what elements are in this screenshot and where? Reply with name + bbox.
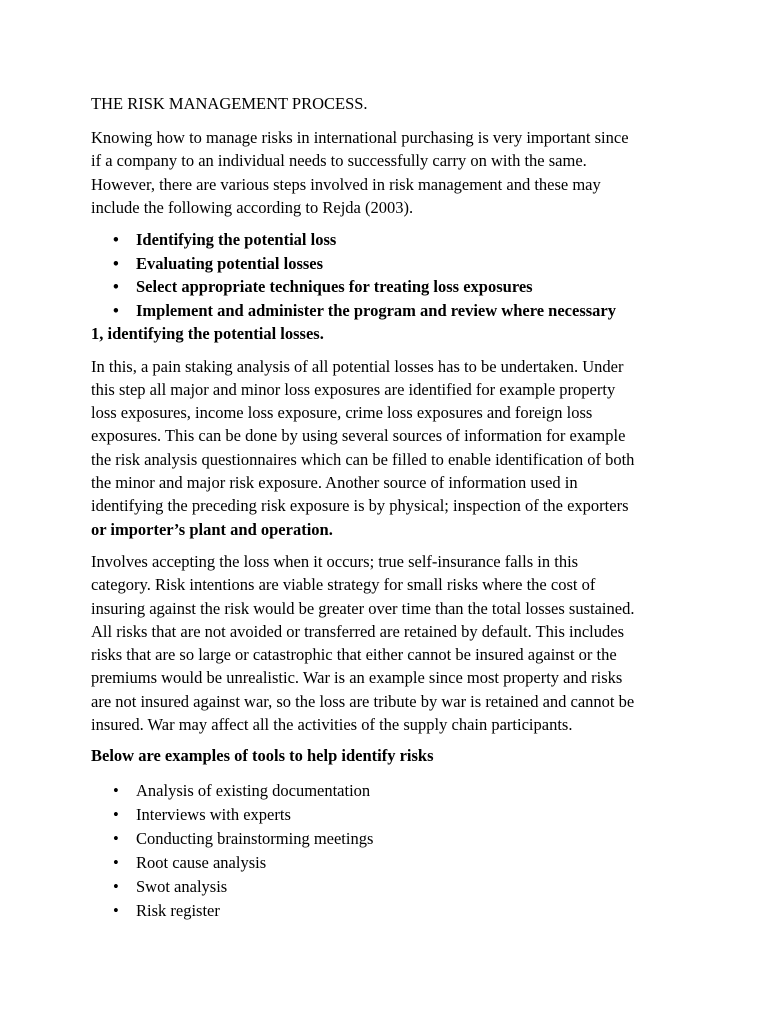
bullet-icon: • — [113, 900, 119, 920]
risk-steps-list — [91, 228, 681, 322]
bullet-icon: • — [113, 853, 119, 873]
paragraph-line: identifying the preceding risk exposure is by physical; inspection of the exporters — [91, 496, 629, 516]
risk-step-item — [91, 299, 681, 323]
intro-line: include the following according to Rejda (2003). — [91, 197, 414, 217]
paragraph-line: the minor and major risk exposure. Another source of information used in — [91, 473, 578, 493]
risk-step-item — [91, 252, 681, 276]
bullet-icon: • — [113, 277, 119, 297]
paragraph-line: exposures. This can be done by using several sources of information for example — [91, 426, 626, 446]
intro-line: However, there are various steps involved in risk management and these may — [91, 174, 601, 194]
paragraph-line-bold: or importer’s plant and operation. — [91, 519, 333, 539]
intro-line: if a company to an individual needs to successfully carry on with the same. — [91, 151, 587, 171]
tool-item — [91, 851, 681, 875]
tool-label: Risk register — [136, 900, 220, 920]
tool-label: Interviews with experts — [136, 805, 291, 825]
paragraph-line: premiums would be unrealistic. War is an example since most property and risks — [91, 668, 623, 688]
paragraph-line: loss exposures, income loss exposure, crime loss exposures and foreign loss — [91, 403, 593, 423]
intro-line: Knowing how to manage risks in international purchasing is very important since — [91, 128, 629, 147]
tool-item — [91, 827, 681, 851]
paragraph-line: risks that are so large or catastrophic that either cannot be insured against or the — [91, 645, 617, 665]
paragraph-line: this step all major and minor loss exposures are identified for example property — [91, 379, 616, 399]
tool-label: Root cause analysis — [136, 853, 267, 873]
risk-step-label: Identifying the potential loss — [136, 230, 337, 250]
bullet-icon: • — [113, 876, 119, 896]
paragraph-line: are not insured against war, so the loss are tribute by war is retained and cannot be — [91, 691, 635, 711]
paragraph-line: In this, a pain staking analysis of all potential losses has to be undertaken. Under — [91, 356, 624, 376]
tool-label: Conducting brainstorming meetings — [136, 829, 374, 849]
risk-step-label: Select appropriate techniques for treating loss exposures — [136, 277, 533, 297]
document-page — [91, 93, 681, 923]
risk-step-item — [91, 228, 681, 252]
paragraph-line: insuring against the risk would be greater over time than the total losses sustained. — [91, 598, 635, 618]
paragraph-line: category. Risk intentions are viable strategy for small risks where the cost of — [91, 575, 596, 595]
bullet-icon: • — [113, 230, 119, 250]
retention-paragraph — [91, 550, 681, 736]
tool-item — [91, 803, 681, 827]
document-title: THE RISK MANAGEMENT PROCESS. — [91, 94, 368, 113]
paragraph-line: the risk analysis questionnaires which can be filled to enable identification of both — [91, 449, 635, 469]
tool-item — [91, 779, 681, 803]
risk-step-label: Evaluating potential losses — [136, 253, 324, 273]
tool-label: Analysis of existing documentation — [136, 781, 371, 801]
section-heading-identifying: 1, identifying the potential losses. — [91, 323, 324, 343]
identifying-paragraph — [91, 355, 681, 541]
paragraph-line: Involves accepting the loss when it occurs; true self-insurance falls in this — [91, 551, 579, 571]
bullet-icon: • — [113, 781, 119, 801]
intro-paragraph — [91, 126, 681, 219]
tools-list — [91, 779, 681, 922]
bullet-icon: • — [113, 829, 119, 849]
paragraph-line: All risks that are not avoided or transferred are retained by default. This includes — [91, 621, 625, 641]
bullet-icon: • — [113, 300, 119, 320]
bullet-icon: • — [113, 805, 119, 825]
bullet-icon: • — [113, 253, 119, 273]
tool-item — [91, 875, 681, 899]
tool-label: Swot analysis — [136, 876, 228, 896]
paragraph-line: insured. War may affect all the activities of the supply chain participants. — [91, 715, 573, 735]
risk-step-label: Implement and administer the program and review where necessary — [136, 300, 616, 320]
tool-item — [91, 899, 681, 923]
risk-step-item — [91, 275, 681, 299]
section-heading-tools: Below are examples of tools to help identify risks — [91, 746, 434, 766]
